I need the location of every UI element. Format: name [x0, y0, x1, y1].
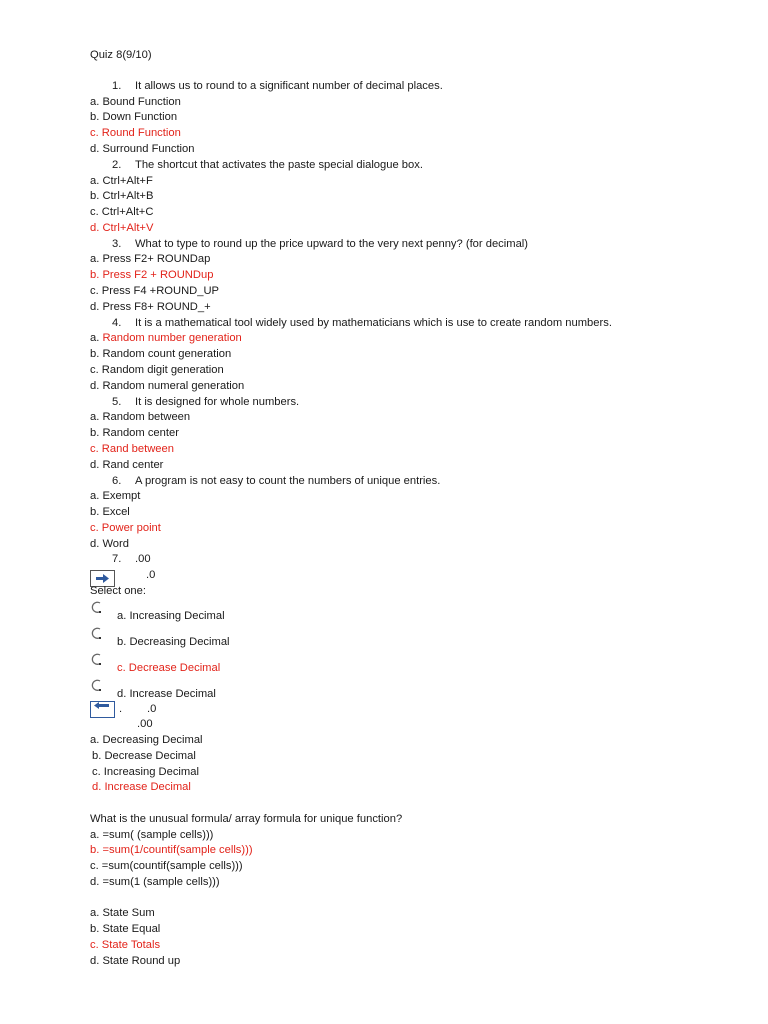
- correct-option: c. Decrease Decimal: [117, 662, 221, 674]
- question-text: It allows us to round to a significant number of decimal places.: [135, 80, 443, 92]
- option: d. Press F8+ ROUND_+: [90, 301, 211, 313]
- option: a. =sum( (sample cells))): [90, 829, 214, 841]
- arrow-left-icon: [91, 702, 113, 716]
- radio-button-icon[interactable]: [90, 627, 104, 641]
- option: c. =sum(countif(sample cells))): [90, 860, 243, 872]
- option: a. Bound Function: [90, 96, 181, 108]
- option: b. Random count generation: [90, 348, 232, 360]
- question-5: [112, 395, 299, 409]
- question-text: What to type to round up the price upward to the very next penny? (for decimal): [135, 238, 529, 250]
- radio-button-icon[interactable]: [90, 601, 104, 615]
- option: b. Decrease Decimal: [92, 750, 196, 762]
- question-3: [112, 237, 528, 251]
- correct-option: d. Ctrl+Alt+V: [90, 222, 154, 234]
- question-text: It is a mathematical tool widely used by mathematicians which is use to create random numbers.: [135, 317, 612, 329]
- option-prefix: a.: [90, 332, 103, 344]
- question-text: It is designed for whole numbers.: [135, 396, 300, 408]
- radio-button-icon[interactable]: [90, 679, 104, 693]
- correct-answer-text: Random number generation: [102, 332, 242, 344]
- option: b. State Equal: [90, 923, 161, 935]
- question-text: .0: [147, 703, 157, 715]
- question-text: The shortcut that activates the paste special dialogue box.: [135, 159, 423, 171]
- correct-option: c. Round Function: [90, 127, 181, 139]
- question-2: [112, 158, 423, 172]
- question-number: 6.: [112, 475, 122, 487]
- option: a. Ctrl+Alt+F: [90, 175, 153, 187]
- option: c. Press F4 +ROUND_UP: [90, 285, 219, 297]
- question-number: 1.: [112, 80, 122, 92]
- option: c. Random digit generation: [90, 364, 224, 376]
- question-4: [112, 316, 612, 330]
- correct-option: b. Press F2 + ROUNDup: [90, 269, 214, 281]
- correct-option: b. =sum(1/countif(sample cells))): [90, 844, 253, 856]
- question-9: What is the unusual formula/ array formula for unique function?: [90, 813, 403, 825]
- option: b. Down Function: [90, 111, 178, 123]
- select-one-label: Select one:: [90, 585, 146, 597]
- question-dot: .: [119, 703, 123, 715]
- radio-button-icon[interactable]: [90, 653, 104, 667]
- question-text: .00: [135, 553, 151, 565]
- option: a. Random between: [90, 411, 191, 423]
- option: c. Ctrl+Alt+C: [90, 206, 154, 218]
- option: b. Excel: [90, 506, 130, 518]
- option: a. Press F2+ ROUNDap: [90, 253, 211, 265]
- question-subtext: .0: [146, 569, 156, 581]
- option: b. Decreasing Decimal: [117, 636, 230, 648]
- option: d. Increase Decimal: [117, 688, 216, 700]
- option: a. Increasing Decimal: [117, 610, 225, 622]
- question-number: 3.: [112, 238, 122, 250]
- option: d. Rand center: [90, 459, 164, 471]
- question-subtext: .00: [137, 718, 153, 730]
- option: b. Random center: [90, 427, 179, 439]
- correct-option: d. Increase Decimal: [92, 781, 191, 793]
- option: d. Word: [90, 538, 129, 550]
- question-text: A program is not easy to count the numbers of unique entries.: [135, 475, 441, 487]
- option: d. Random numeral generation: [90, 380, 245, 392]
- correct-option: c. Power point: [90, 522, 161, 534]
- correct-option: [90, 331, 242, 345]
- question-number: 7.: [112, 553, 122, 565]
- question-number: 2.: [112, 159, 122, 171]
- option: a. State Sum: [90, 907, 155, 919]
- option: d. Surround Function: [90, 143, 195, 155]
- quiz-title: Quiz 8(9/10): [90, 49, 152, 61]
- question-number: 4.: [112, 317, 122, 329]
- option: c. Increasing Decimal: [92, 766, 199, 778]
- option: a. Exempt: [90, 490, 141, 502]
- question-number: 5.: [112, 396, 122, 408]
- decrease-decimal-image: [90, 701, 115, 718]
- correct-option: c. Rand between: [90, 443, 174, 455]
- option: a. Decreasing Decimal: [90, 734, 203, 746]
- question-6: [112, 474, 440, 488]
- correct-option: c. State Totals: [90, 939, 161, 951]
- option: b. Ctrl+Alt+B: [90, 190, 154, 202]
- option: d. =sum(1 (sample cells))): [90, 876, 220, 888]
- question-7: [112, 552, 151, 566]
- question-1: [112, 79, 443, 93]
- option: d. State Round up: [90, 955, 181, 967]
